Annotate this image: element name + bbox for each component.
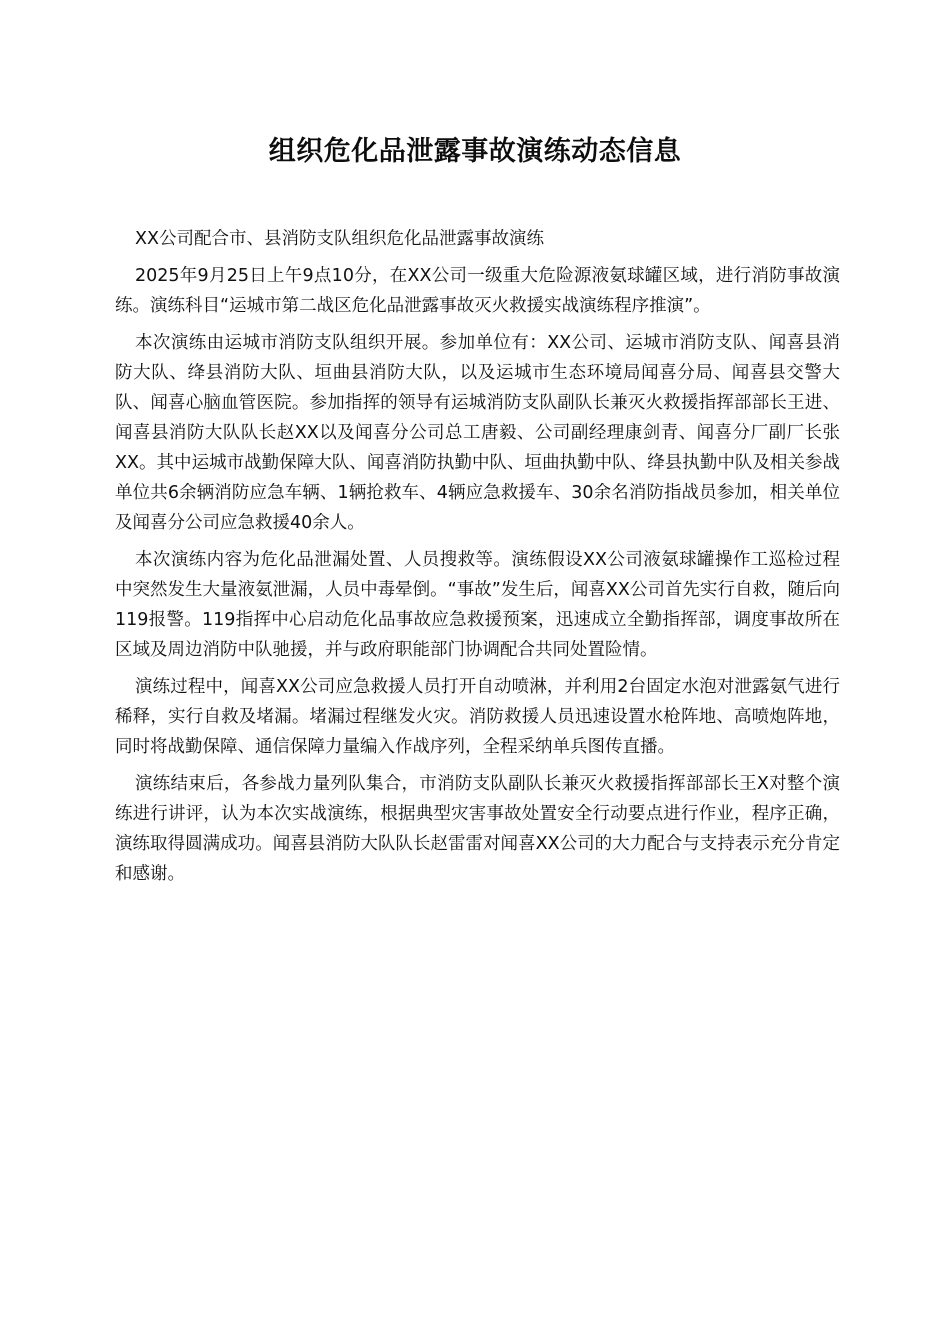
- paragraph-time-location: 2025年9月25日上午9点10分，在XX公司一级重大危险源液氨球罐区域，进行消防事故演练。演练科目“运城市第二战区危化品泄露事故灭火救援实战演练程序推演”。: [115, 266, 840, 316]
- paragraph-drill-process: 演练过程中，闻喜XX公司应急救援人员打开自动喷淋，并利用2台固定水泡对泄露氨气进行稀释，实行自救及堵漏。堵漏过程继发火灾。消防救援人员迅速设置水枪阵地、高喷炮阵地，同时将战勤保障、通信保障力量编入作战序列，全程采纳单兵图传直播。: [115, 677, 840, 757]
- paragraph-conclusion: 演练结束后，各参战力量列队集合，市消防支队副队长兼灭火救援指挥部部长王X对整个演练进行讲评，认为本次实战演练，根据典型灾害事故处置安全行动要点进行作业，程序正确，演练取得圆满成功。闻喜县消防大队队长赵雷雷对闻喜XX公司的大力配合与支持表示充分肯定和感谢。: [115, 774, 840, 884]
- paragraph-subtitle: XX公司配合市、县消防支队组织危化品泄露事故演练: [135, 229, 544, 249]
- document-title: 组织危化品泄露事故演练动态信息: [268, 136, 682, 167]
- paragraph-drill-content: 本次演练内容为危化品泄漏处置、人员搜救等。演练假设XX公司液氨球罐操作工巡检过程中突然发生大量液氨泄漏，人员中毒晕倒。“事故”发生后，闻喜XX公司首先实行自救，随后向119报警。119指挥中心启动危化品事故应急救援预案，迅速成立全勤指挥部，调度事故所在区域及周边消防中队驰援，并与政府职能部门协调配合共同处置险情。: [115, 550, 840, 660]
- paragraph-participants: 本次演练由运城市消防支队组织开展。参加单位有：XX公司、运城市消防支队、闻喜县消防大队、绛县消防大队、垣曲县消防大队，以及运城市生态环境局闻喜分局、闻喜县交警大队、闻喜心脑血管医院。参加指挥的领导有运城消防支队副队长兼灭火救援指挥部部长王进、闻喜县消防大队队长赵XX以及闻喜分公司总工唐毅、公司副经理康剑青、闻喜分厂副厂长张XX。其中运城市战勤保障大队、闻喜消防执勤中队、垣曲执勤中队、绛县执勤中队及相关参战单位共6余辆消防应急车辆、1辆抢救车、4辆应急救援车、30余名消防指战员参加，相关单位及闻喜分公司应急救援40余人。: [115, 333, 840, 533]
- document-body: [115, 224, 840, 896]
